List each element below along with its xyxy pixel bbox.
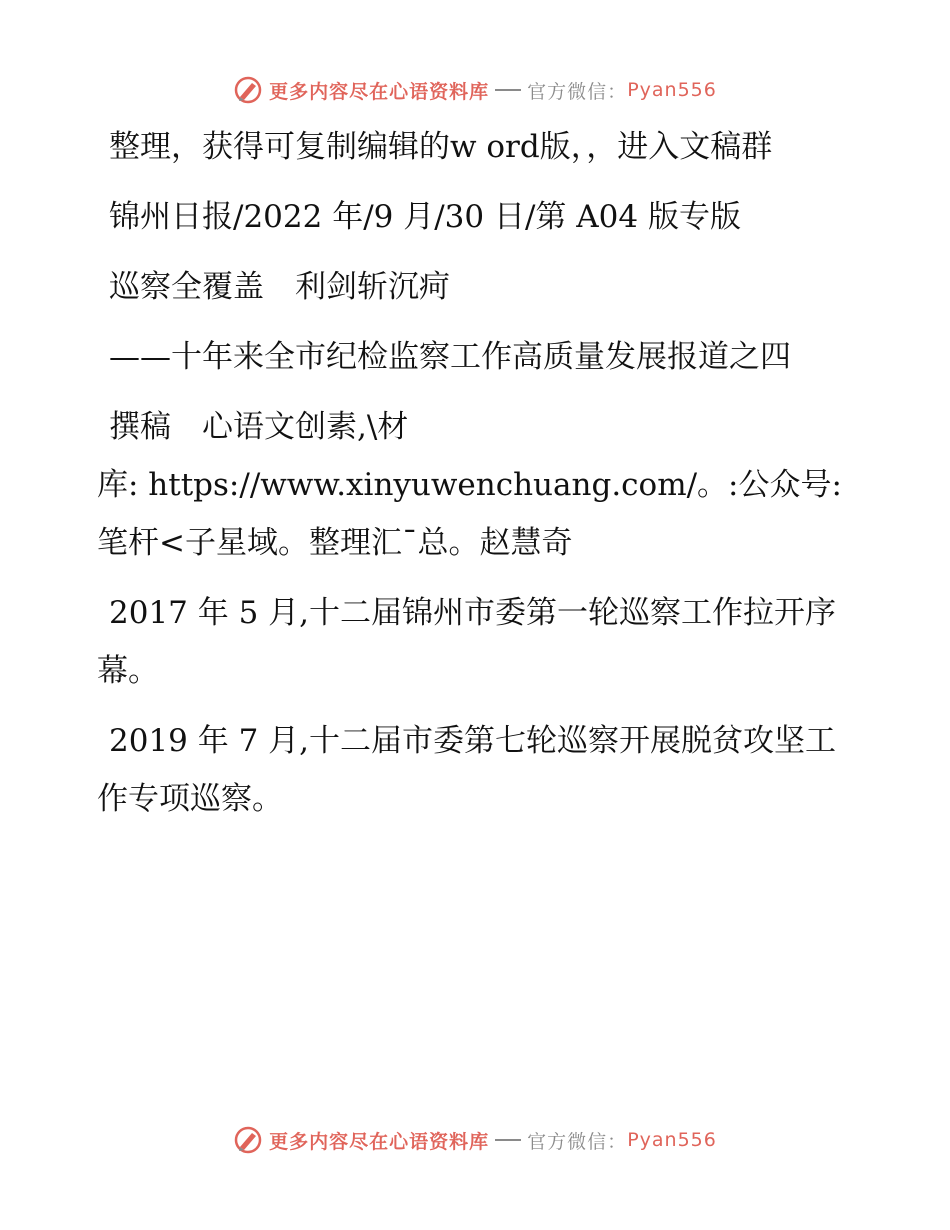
paragraph-source-line: 锦州日报/2022 年/9 月/30 日/第 A04 版专版 [109,199,741,235]
footer-watermark-banner [0,1120,950,1160]
banner-main-text: 更多内容尽在心语资料库 [269,1130,490,1153]
banner-main-text: 更多内容尽在心语资料库 [269,80,490,103]
document-body [97,118,857,840]
paragraph-intro: 整理，获得可复制编辑的w ord版，，进入文稿群 [109,129,773,165]
banner-wechat-label: 官方微信： [527,80,628,103]
paragraph-headline: 巡察全覆盖 利剑斩沉疴 [109,269,450,305]
banner-dash-divider [495,1139,521,1141]
paragraph-2019: 2019 年 7 月,十二届市委第七轮巡察开展脱贫攻坚工作专项巡察。 [97,723,837,817]
paragraph-2017: 2017 年 5 月,十二届锦州市委第一轮巡察工作拉开序幕。 [97,595,837,689]
paragraph-byline: 撰稿 心语文创素,\材 [109,409,409,445]
paragraph-subheadline: ——十年来全市纪检监察工作高质量发展报道之四 [109,339,791,375]
header-watermark-banner [0,70,950,110]
banner-wechat-label: 官方微信： [527,1130,628,1153]
pen-logo-icon [233,1125,263,1155]
banner-dash-divider [495,89,521,91]
paragraph-source-info: 库: https://www.xinyuwenchuang.com/。:公众号: 笔杆<子星域。整理汇¯总。赵慧奇 [97,467,852,561]
pen-logo-icon [233,75,263,105]
banner-wechat-id: Pyan556 [627,79,717,101]
banner-wechat-id: Pyan556 [627,1129,717,1151]
